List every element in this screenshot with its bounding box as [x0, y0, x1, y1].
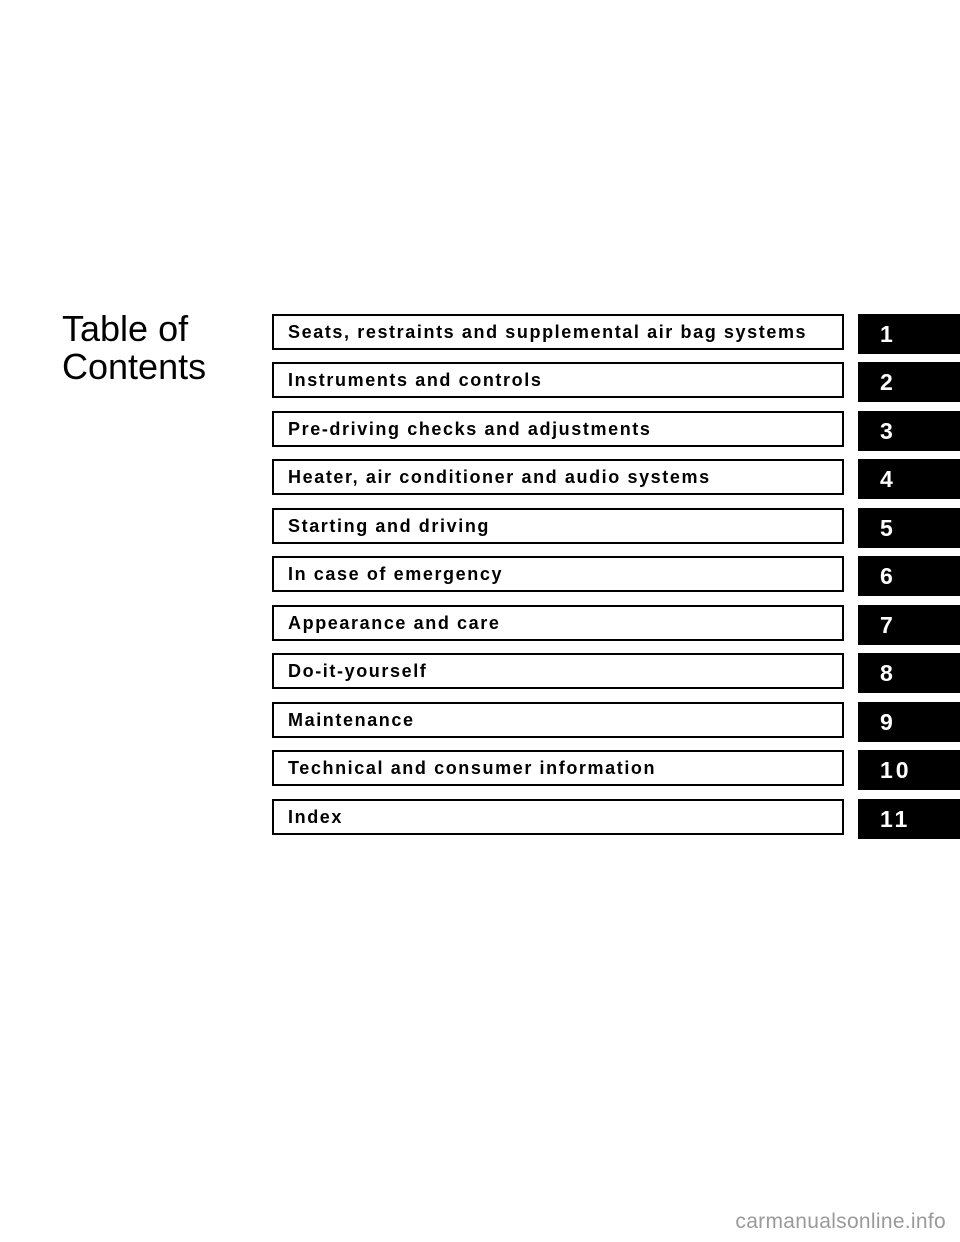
toc-row-11	[0, 799, 960, 839]
toc-section-label: Instruments and controls	[288, 369, 543, 390]
toc-section-label: Heater, air conditioner and audio systems	[288, 466, 711, 487]
toc-section-tab[interactable]	[858, 411, 960, 451]
toc-section-link[interactable]	[272, 750, 844, 786]
toc-section-label: Technical and consumer information	[288, 757, 657, 778]
toc-section-link[interactable]	[272, 605, 844, 641]
toc-section-tab[interactable]	[858, 362, 960, 402]
page-title-line-1: Table of	[62, 308, 189, 349]
page-title-line-2: Contents	[62, 346, 207, 387]
toc-section-number: 1	[880, 320, 896, 347]
toc-section-tab[interactable]	[858, 508, 960, 548]
toc-section-number: 3	[880, 417, 896, 444]
toc-row-2	[0, 362, 960, 402]
toc-section-link[interactable]	[272, 702, 844, 738]
toc-section-tab[interactable]	[858, 556, 960, 596]
toc-section-number: 9	[880, 708, 896, 735]
toc-section-link[interactable]	[272, 459, 844, 495]
toc-section-number: 5	[880, 514, 896, 541]
toc-section-label: Pre-driving checks and adjustments	[288, 418, 652, 439]
toc-row-1	[0, 314, 960, 354]
toc-section-tab[interactable]	[858, 750, 960, 790]
toc-section-number: 7	[880, 611, 896, 638]
toc-section-number: 2	[880, 368, 896, 395]
toc-section-number: 10	[880, 756, 912, 783]
toc-section-tab[interactable]	[858, 605, 960, 645]
toc-row-9	[0, 702, 960, 742]
toc-row-5	[0, 508, 960, 548]
toc-section-tab[interactable]	[858, 653, 960, 693]
toc-row-8	[0, 653, 960, 693]
toc-section-link[interactable]	[272, 411, 844, 447]
toc-row-6	[0, 556, 960, 596]
toc-section-label: Maintenance	[288, 709, 415, 730]
toc-section-tab[interactable]	[858, 702, 960, 742]
toc-section-label: In case of emergency	[288, 563, 504, 584]
toc-section-number: 4	[880, 465, 896, 492]
watermark: carmanualsonline.info	[735, 1210, 946, 1233]
toc-section-link[interactable]	[272, 556, 844, 592]
toc-section-tab[interactable]	[858, 799, 960, 839]
toc-section-number: 11	[880, 805, 911, 832]
toc-section-link[interactable]	[272, 314, 844, 350]
toc-row-4	[0, 459, 960, 499]
toc-section-tab[interactable]	[858, 314, 960, 354]
toc-section-label: Starting and driving	[288, 515, 491, 536]
toc-section-number: 8	[880, 659, 896, 686]
toc-section-link[interactable]	[272, 508, 844, 544]
toc-section-label: Seats, restraints and supplemental air bag systems	[288, 321, 808, 342]
toc-section-label: Appearance and care	[288, 612, 501, 633]
toc-section-link[interactable]	[272, 362, 844, 398]
toc-section-label: Index	[288, 806, 344, 827]
toc-row-10	[0, 750, 960, 790]
toc-row-7	[0, 605, 960, 645]
toc-section-link[interactable]	[272, 653, 844, 689]
toc-section-label: Do-it-yourself	[288, 660, 428, 681]
toc-row-3	[0, 411, 960, 451]
toc-section-number: 6	[880, 562, 896, 589]
toc-section-link[interactable]	[272, 799, 844, 835]
toc-section-tab[interactable]	[858, 459, 960, 499]
